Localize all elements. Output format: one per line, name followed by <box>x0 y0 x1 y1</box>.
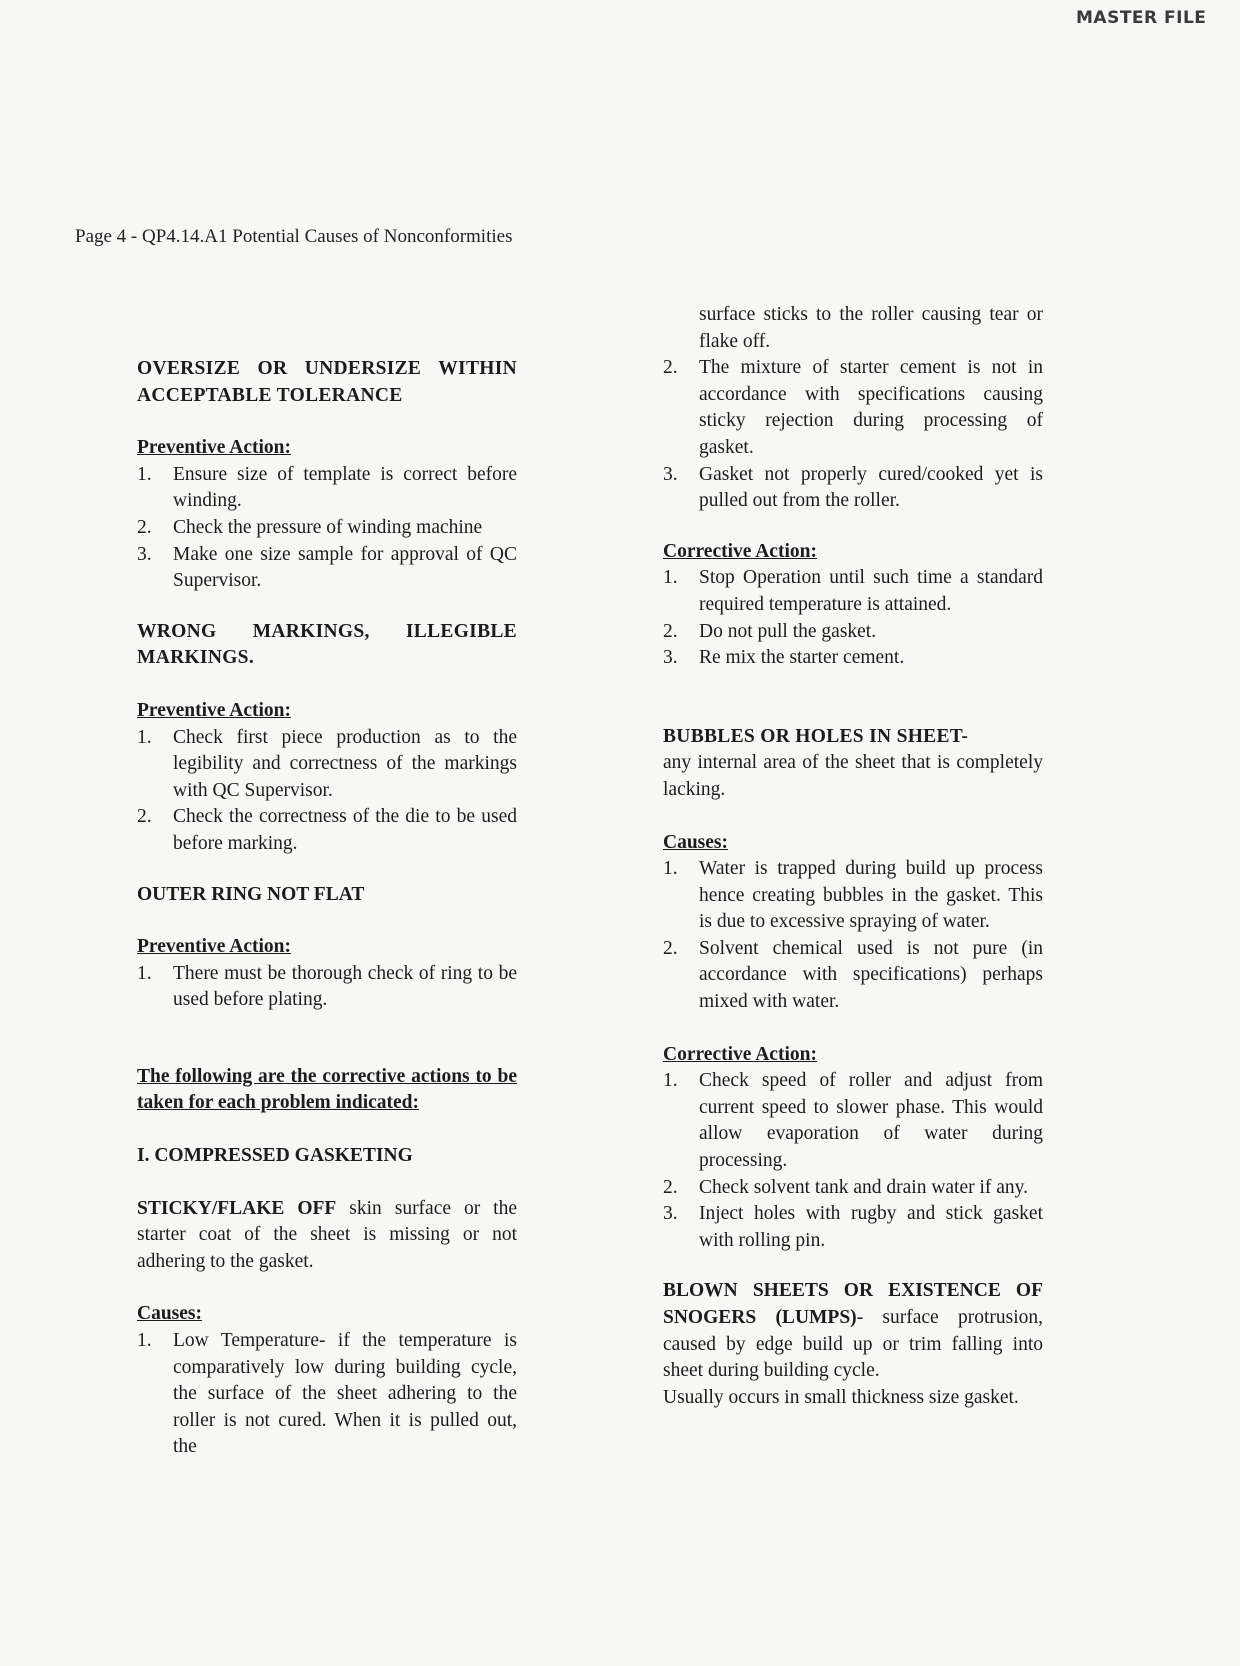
list-item-continued: surface sticks to the roller causing tear or flake off. <box>699 304 1043 352</box>
bubbles-corrective-label: Corrective Action: <box>663 1043 817 1065</box>
sticky-description: skin surface or the starter coat of the sheet is missing or not adhering to the gasket. <box>137 1197 517 1272</box>
list-item: 1. There must be thorough check of ring to be used before plating. <box>137 962 517 1011</box>
corrective-intro: The following are the corrective actions to be taken for each problem indicated: <box>137 1065 517 1114</box>
blown-heading: BLOWN SHEETS OR EXISTENCE OF SNOGERS (LUMPS) <box>663 1280 1043 1328</box>
sticky-corrective-list <box>663 565 1043 671</box>
sticky-paragraph <box>137 1196 517 1276</box>
blown-note: Usually occurs in small thickness size gasket. <box>663 1386 1019 1408</box>
list-item: 2. Check the pressure of winding machine <box>137 516 483 538</box>
list-item: 1. Check first piece production as to the legibility and correctness of the markings with QC Supervisor. <box>137 726 517 801</box>
sticky-heading: STICKY/FLAKE OFF <box>137 1197 337 1219</box>
outer-ring-heading: OUTER RING NOT FLAT <box>137 883 365 905</box>
bubbles-causes-list <box>663 856 1043 1016</box>
list-item: 3. Inject holes with rugby and stick gasket with rolling pin. <box>663 1203 1043 1251</box>
page-header: Page 4 - QP4.14.A1 Potential Causes of Nonconformities <box>75 226 513 247</box>
list-item: 2. Check the correctness of the die to be used before marking. <box>137 806 517 854</box>
bubbles-causes-label: Causes: <box>663 831 729 853</box>
list-item: 1. Ensure size of template is correct before winding. <box>137 463 517 512</box>
list-item: 1. Stop Operation until such time a standard required temperature is attained. <box>663 567 1043 615</box>
list-item: 3. Gasket not properly cured/cooked yet is pulled out from the roller. <box>663 463 1043 512</box>
list-item: 2. Do not pull the gasket. <box>663 620 877 642</box>
causes-continued-list <box>663 302 1043 515</box>
causes-label: Causes: <box>137 1303 203 1325</box>
bubbles-heading: BUBBLES OR HOLES IN SHEET- <box>663 725 969 747</box>
compressed-gasketing-heading: I. COMPRESSED GASKETING <box>137 1145 413 1167</box>
list-item: 3. Re mix the starter cement. <box>663 647 905 669</box>
list-item: 1. Low Temperature- if the temperature is comparatively low during building cycle, the surface of the sheet adhering to the roller is not cured. When it is pulled out, the <box>137 1330 517 1458</box>
list-item: 1. Water is trapped during build up process hence creating bubbles in the gasket. This is due to excessive spraying of water. <box>663 858 1043 933</box>
list-item: 2. The mixture of starter cement is not in accordance with specifications causing sticky rejection during processing of gasket. <box>663 357 1043 458</box>
oversize-preventive-list <box>137 462 517 595</box>
list-item: 3. Make one size sample for approval of QC Supervisor. <box>137 543 517 592</box>
causes-list <box>137 1328 517 1461</box>
list-item: 2. Solvent chemical used is not pure (in accordance with specifications) perhaps mixed with water. <box>663 937 1043 1013</box>
markings-heading: WRONG MARKINGS, ILLEGIBLE MARKINGS. <box>137 620 517 669</box>
master-file-stamp: MASTER FILE <box>1076 8 1207 28</box>
list-item: 1. Check speed of roller and adjust from current speed to slower phase. This would allow evaporation of water during processing. <box>663 1070 1043 1172</box>
sticky-corrective-label: Corrective Action: <box>663 540 817 562</box>
bubbles-description: any internal area of the sheet that is completely lacking. <box>663 752 1043 800</box>
outer-ring-preventive-list <box>137 961 517 1014</box>
outer-ring-preventive-label: Preventive Action: <box>137 936 291 958</box>
blown-paragraph <box>663 1278 1043 1384</box>
markings-preventive-label: Preventive Action: <box>137 699 291 721</box>
right-column <box>663 302 1043 1411</box>
left-column <box>137 356 517 1461</box>
bubbles-corrective-list <box>663 1068 1043 1254</box>
markings-preventive-list <box>137 725 517 858</box>
blown-description: - surface protrusion, caused by edge build up or trim falling into sheet during building cycle. <box>663 1307 1043 1382</box>
list-item: 2. Check solvent tank and drain water if any. <box>663 1176 1029 1198</box>
oversize-preventive-label: Preventive Action: <box>137 437 291 459</box>
oversize-heading: OVERSIZE OR UNDERSIZE WITHIN ACCEPTABLE TOLERANCE <box>137 358 517 406</box>
